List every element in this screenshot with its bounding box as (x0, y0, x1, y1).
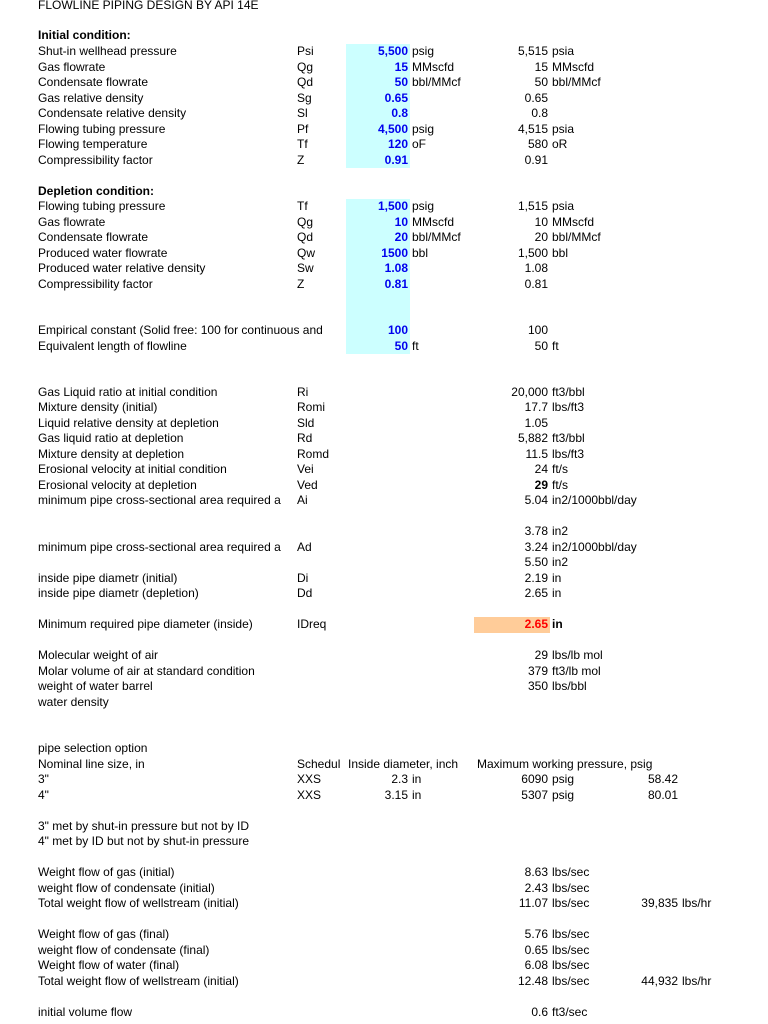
data-row (0, 106, 768, 122)
result-value: 1.05 (524, 415, 548, 430)
row-label: Erosional velocity at initial condition (38, 462, 227, 476)
extra-value: 44,932 (641, 973, 678, 988)
row-symbol: Romi (297, 400, 326, 414)
result-value: 4,515 (517, 121, 548, 136)
initial-heading: Initial condition: (38, 28, 131, 42)
result-unit: ft (552, 338, 559, 353)
pipe-row (0, 788, 768, 804)
row-symbol: Qd (297, 230, 314, 244)
row-symbol: Qg (297, 59, 314, 74)
row-label: Erosional velocity at depletion (38, 477, 197, 492)
calc-row (0, 400, 768, 416)
result-unit: MMscfd (552, 214, 594, 229)
calc-row (0, 540, 768, 556)
result-unit: in2 (552, 555, 569, 569)
input-cell[interactable]: 0.91 (384, 152, 408, 167)
result-value: 15 (534, 59, 548, 74)
row-label: minimum pipe cross-sectional area required a (38, 539, 281, 554)
input-cell[interactable]: 5,500 (377, 44, 408, 58)
row-symbol: Tf (297, 137, 308, 151)
pipe-title-row (0, 741, 768, 757)
result-value: 0.91 (524, 152, 548, 167)
row-label: Compressibility factor (38, 276, 153, 291)
data-row (0, 60, 768, 76)
result-value: 1,500 (517, 245, 548, 260)
row-label: Produced water relative density (38, 261, 206, 275)
weight-row (0, 927, 768, 943)
row-symbol: Sl (297, 106, 308, 120)
result-unit: bbl (552, 245, 569, 260)
row-label: Weight flow of gas (initial) (38, 865, 175, 879)
result-unit: in (552, 617, 563, 631)
result-value: 100 (527, 323, 548, 337)
result-unit: in (552, 570, 562, 585)
result-unit: bbl/MMcf (552, 230, 601, 244)
row-label: Molar volume of air at standard condition (38, 663, 255, 678)
data-row (0, 44, 768, 60)
result-unit: bbl/MMcf (552, 75, 601, 89)
input-cell[interactable]: 0.8 (391, 106, 408, 120)
result-unit: in2/1000bbl/day (552, 493, 637, 507)
input-cell[interactable]: 4,500 (377, 121, 408, 136)
row-label: weight of water barrel (38, 679, 153, 693)
row-label: minimum pipe cross-sectional area required a (38, 493, 281, 507)
result-value: 1,515 (517, 199, 548, 213)
pipe-schedule: XXS (297, 787, 322, 802)
row-symbol: Romd (297, 446, 330, 461)
data-row (0, 137, 768, 153)
row-label: Mixture density (initial) (38, 400, 158, 414)
result-unit: ft3/lb mol (552, 663, 601, 678)
result-value: 379 (527, 663, 548, 678)
result-unit: lbs/sec (552, 927, 590, 941)
constant-row (0, 695, 768, 711)
data-row (0, 153, 768, 169)
input-cell[interactable]: 0.81 (384, 276, 408, 291)
result-value: 5.76 (524, 927, 548, 941)
result-unit: ft/s (552, 462, 569, 476)
section-heading-row (0, 184, 768, 200)
pipe-schedule: XXS (297, 772, 322, 786)
row-label: Empirical constant (Solid free: 100 for continuous and (38, 323, 323, 337)
data-row (0, 277, 768, 293)
weight-row (0, 974, 768, 990)
pipe-mwp-unit: psig (552, 787, 575, 802)
data-row (0, 261, 768, 277)
result-unit: lbs/sec (552, 942, 590, 957)
row-symbol: Di (297, 570, 309, 585)
result-value: 24 (534, 462, 548, 476)
row-label: Flowing tubing pressure (38, 199, 166, 213)
row-symbol: Qd (297, 75, 314, 89)
pipe-id: 3.15 (384, 787, 408, 802)
result-value: 17.7 (524, 400, 548, 414)
result-value: 5.50 (524, 555, 548, 569)
weight-row (0, 896, 768, 912)
result-unit: in2 (552, 524, 569, 538)
pipe-row (0, 772, 768, 788)
pipe-mwp: 5307 (521, 787, 548, 802)
result-unit: psia (552, 121, 575, 136)
result-unit: ft3/bbl (552, 384, 585, 399)
result-value: 11.5 (525, 446, 548, 461)
result-value: 580 (527, 137, 548, 151)
input-cell[interactable]: 50 (394, 338, 408, 353)
note-row (0, 819, 768, 835)
result-unit: in (552, 586, 562, 600)
weight-row (0, 865, 768, 881)
row-label: Minimum required pipe diameter (inside) (38, 617, 253, 631)
row-symbol: Sg (297, 90, 312, 105)
result-value: 29 (534, 648, 548, 662)
result-value: 2.43 (524, 880, 548, 895)
data-row (0, 75, 768, 91)
row-symbol: Z (297, 276, 305, 291)
result-value: 3.24 (524, 539, 548, 554)
row-label: Flowing tubing pressure (38, 121, 166, 136)
row-symbol: Ved (297, 477, 318, 492)
input-unit: ft (412, 338, 419, 353)
row-label: Condensate relative density (38, 106, 187, 120)
result-value: 2.19 (524, 570, 548, 585)
input-cell[interactable]: 1,500 (377, 199, 408, 213)
constant-row (0, 679, 768, 695)
result-value: 20 (534, 230, 548, 244)
blank-row (0, 308, 768, 324)
calc-row (0, 385, 768, 401)
input-cell-fill[interactable] (346, 292, 410, 308)
blank-row (0, 292, 768, 308)
row-symbol: Pf (297, 121, 309, 136)
pipe-size: 3" (38, 772, 49, 786)
row-symbol: Z (297, 152, 305, 167)
pipe-size: 4" (38, 787, 49, 802)
input-cell[interactable]: 1.08 (384, 261, 408, 275)
result-unit: MMscfd (552, 59, 594, 74)
result-value: 0.65 (524, 942, 548, 957)
row-label: Shut-in wellhead pressure (38, 44, 177, 58)
result-value: 8.63 (524, 865, 548, 879)
result-value: 11.07 (518, 896, 548, 910)
pipe-mwp-unit: psig (552, 772, 575, 786)
result-value: 6.08 (524, 958, 548, 972)
data-row (0, 215, 768, 231)
pipe-extra: 58.42 (647, 772, 678, 786)
input-cell[interactable]: 10 (394, 214, 408, 229)
input-unit: bbl (412, 245, 429, 260)
input-unit: MMscfd (412, 214, 454, 229)
result-unit: lbs/sec (552, 865, 590, 879)
calc-row (0, 462, 768, 478)
row-symbol: Ri (297, 384, 309, 399)
calc-row (0, 431, 768, 447)
calc-row (0, 524, 768, 540)
extra-unit: lbs/hr (682, 973, 712, 988)
row-label: Compressibility factor (38, 152, 153, 167)
row-label: Total weight flow of wellstream (initial) (38, 973, 239, 988)
row-label: water density (38, 694, 109, 709)
calc-row (0, 416, 768, 432)
pipe-note: 4" met by ID but not by shut-in pressure (38, 834, 250, 848)
result-value: 5,515 (517, 44, 548, 58)
result-value: 12.48 (517, 973, 548, 988)
header-max-pressure: Maximum working pressure, psig (477, 756, 653, 771)
volume-row (0, 1005, 768, 1021)
row-symbol: Qg (297, 214, 314, 229)
data-row (0, 339, 768, 355)
result-value: 5.04 (524, 493, 548, 507)
title-row (0, 0, 768, 14)
row-label: Mixture density at depletion (38, 446, 185, 461)
row-label: Equivalent length of flowline (38, 338, 187, 353)
result-unit: psia (552, 199, 575, 213)
row-symbol: Tf (297, 199, 308, 213)
result-unit: oR (552, 137, 568, 151)
result-unit: ft3/bbl (552, 431, 585, 445)
pipe-mwp: 6090 (521, 772, 548, 786)
result-unit: lbs/sec (552, 880, 590, 895)
data-row (0, 230, 768, 246)
weight-row (0, 943, 768, 959)
extra-unit: lbs/hr (682, 896, 712, 910)
row-symbol: Psi (297, 44, 314, 58)
row-label: weight flow of condensate (final) (38, 942, 210, 957)
result-unit: lbs/sec (552, 958, 590, 972)
input-unit: MMscfd (412, 59, 454, 74)
calc-row (0, 586, 768, 602)
result-unit: psia (552, 44, 575, 58)
input-unit: psig (412, 199, 435, 213)
row-symbol: Ai (297, 493, 308, 507)
row-symbol: Dd (297, 586, 313, 600)
result-unit: ft3/sec (552, 1004, 588, 1019)
row-label: Molecular weight of air (38, 648, 159, 662)
row-label: Flowing temperature (38, 137, 148, 151)
row-label: Liquid relative density at depletion (38, 415, 219, 430)
calc-row (0, 478, 768, 494)
row-label: Gas liquid ratio at depletion (38, 431, 184, 445)
input-unit: bbl/MMcf (412, 230, 461, 244)
data-row (0, 122, 768, 138)
row-symbol: Ad (297, 539, 312, 554)
input-cell-fill[interactable] (346, 308, 410, 324)
input-cell[interactable]: 15 (394, 59, 408, 74)
row-symbol: Rd (297, 431, 313, 445)
row-label: Produced water flowrate (38, 245, 168, 260)
header-schedule: Schedul (297, 756, 341, 771)
row-label: Gas flowrate (38, 59, 106, 74)
calc-row (0, 447, 768, 463)
row-label: Gas flowrate (38, 214, 106, 229)
constant-row (0, 664, 768, 680)
result-unit: lbs/ft3 (552, 400, 585, 414)
row-symbol: Sld (297, 415, 315, 430)
sheet-title: FLOWLINE PIPING DESIGN BY API 14E (38, 0, 259, 12)
result-value: 1.08 (524, 261, 548, 275)
input-cell[interactable]: 100 (387, 323, 408, 337)
header-inside-diameter: Inside diameter, inch (348, 756, 459, 771)
calc-row (0, 555, 768, 571)
pipe-id-unit: in (412, 772, 422, 786)
row-label: inside pipe diametr (depletion) (38, 586, 199, 600)
result-value: 5,882 (517, 431, 548, 445)
data-row (0, 323, 768, 339)
row-label: inside pipe diametr (initial) (38, 570, 178, 585)
input-cell[interactable]: 0.65 (384, 90, 408, 105)
data-row (0, 91, 768, 107)
row-label: Weight flow of water (final) (38, 958, 180, 972)
result-value: 3.78 (524, 524, 548, 538)
result-unit: lbs/bbl (552, 679, 587, 693)
calc-row (0, 493, 768, 509)
row-label: Gas relative density (38, 90, 144, 105)
section-heading-row (0, 28, 768, 44)
row-symbol: Vei (297, 462, 314, 476)
result-value: 50 (534, 75, 548, 89)
input-cell[interactable]: 50 (394, 75, 408, 89)
pipe-id-unit: in (412, 787, 422, 802)
result-value: 20,000 (511, 384, 548, 399)
result-unit: lbs/sec (552, 896, 590, 910)
result-value: 29 (534, 477, 548, 492)
row-label: Condensate flowrate (38, 230, 149, 244)
result-unit: ft/s (552, 477, 569, 492)
result-unit: lbs/lb mol (552, 648, 603, 662)
depletion-heading: Depletion condition: (38, 183, 154, 198)
result-value: 0.81 (524, 276, 548, 291)
result-row (0, 617, 768, 633)
row-label: Gas Liquid ratio at initial condition (38, 384, 218, 399)
weight-row (0, 958, 768, 974)
header-nominal-size: Nominal line size, in (38, 756, 145, 771)
constant-row (0, 648, 768, 664)
result-unit: lbs/ft3 (552, 446, 585, 461)
row-symbol: Sw (297, 261, 314, 275)
weight-row (0, 881, 768, 897)
note-row (0, 834, 768, 850)
pipe-extra: 80.01 (647, 787, 678, 802)
calc-row (0, 571, 768, 587)
row-symbol: Qw (297, 245, 315, 260)
row-symbol: IDreq (297, 617, 327, 631)
required-diameter-value[interactable]: 2.65 (524, 617, 548, 631)
result-value: 350 (527, 679, 548, 693)
result-value: 10 (534, 214, 548, 229)
row-label: Total weight flow of wellstream (initial) (38, 896, 239, 910)
data-row (0, 199, 768, 215)
pipe-header-row (0, 757, 768, 773)
row-label: initial volume flow (38, 1004, 133, 1019)
result-value: 2.65 (524, 586, 548, 600)
result-unit: in2/1000bbl/day (552, 539, 637, 554)
data-row (0, 246, 768, 262)
result-value: 0.6 (531, 1004, 548, 1019)
input-unit: bbl/MMcf (412, 75, 461, 89)
pipe-selection-title: pipe selection option (38, 741, 148, 755)
row-label: weight flow of condensate (initial) (38, 880, 215, 895)
extra-value: 39,835 (641, 896, 678, 910)
input-unit: psig (412, 44, 435, 58)
input-cell[interactable]: 1500 (381, 245, 408, 260)
input-unit: psig (412, 121, 435, 136)
result-value: 50 (534, 338, 548, 353)
result-value: 0.8 (531, 106, 548, 120)
input-cell[interactable]: 20 (394, 230, 408, 244)
result-unit: lbs/sec (552, 973, 590, 988)
input-unit: oF (412, 137, 427, 151)
row-label: Weight flow of gas (final) (38, 927, 170, 941)
row-label: Condensate flowrate (38, 75, 149, 89)
pipe-id: 2.3 (391, 772, 408, 786)
pipe-note: 3" met by shut-in pressure but not by ID (38, 818, 250, 833)
result-value: 0.65 (524, 90, 548, 105)
input-cell[interactable]: 120 (387, 137, 408, 151)
